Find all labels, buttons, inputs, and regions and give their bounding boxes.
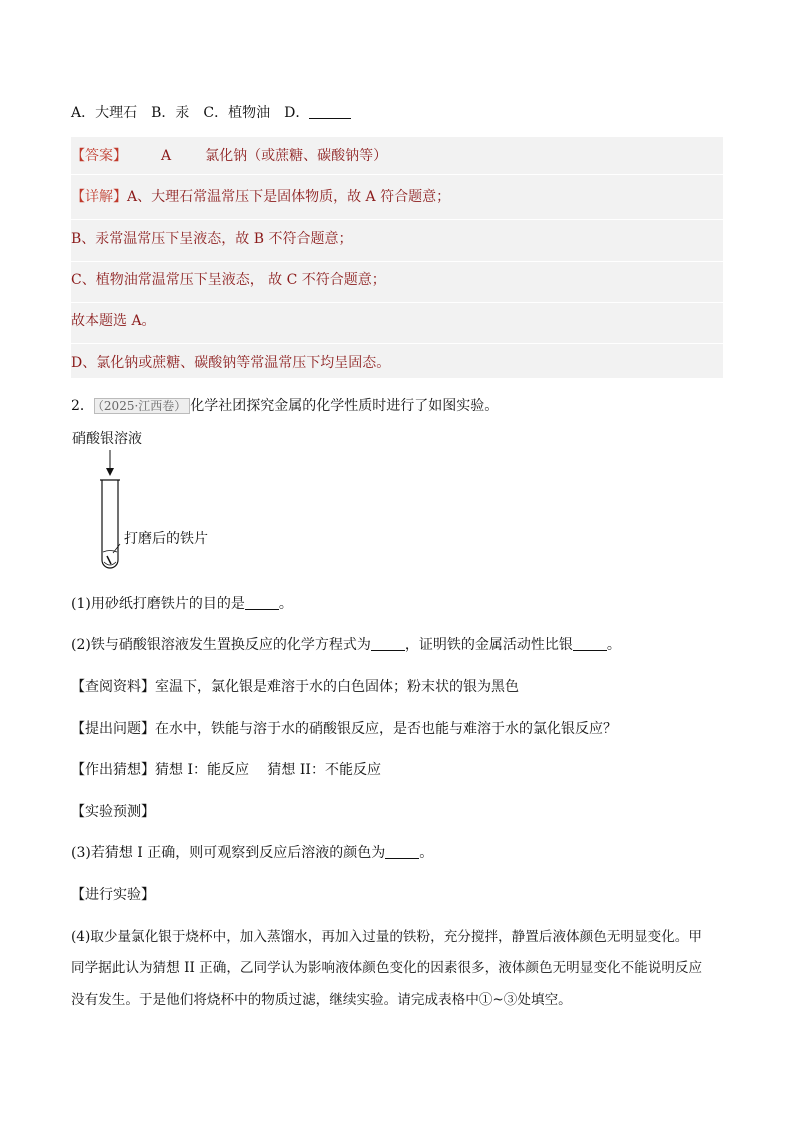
question-2-part-4-line-3: 没有发生。于是他们将烧杯中的物质过滤，继续实验。请完成表格中①~③处填空。: [71, 992, 572, 1008]
experiment-diagram: [72, 430, 280, 580]
conclusion: 故本题选 A。: [71, 313, 156, 329]
answer-line: 【答案】 A 氯化钠（或蔗糖、碳酸钠等）: [71, 148, 388, 164]
diagram-label-solution: 硝酸银溶液: [72, 431, 142, 447]
answer-blank: [309, 104, 351, 119]
test-tube-icon: [80, 430, 280, 580]
hypothesis-section: 【作出猜想】猜想 I：能反应 猜想 II：不能反应: [71, 762, 381, 778]
question-2-stem: 2． （2025·江西卷） 化学社团探究金属的化学性质时进行了如图实验。: [71, 398, 499, 414]
question-2-part-4-line-1: (4)取少量氯化银于烧杯中，加入蒸馏水，再加入过量的铁粉，充分搅拌，静置后液体颜色无明显变化。甲: [71, 929, 702, 945]
question-section: 【提出问题】在水中，铁能与溶于水的硝酸银反应，是否也能与难溶于水的氯化银反应？: [71, 721, 617, 737]
detail-b: B、汞常温常压下呈液态，故 B 不符合题意；: [71, 231, 353, 247]
question-2-part-3: (3)若猜想 I 正确，则可观察到反应后溶液的颜色为 。: [71, 845, 434, 861]
detail-a: 【详解】A、大理石常温常压下是固体物质，故 A 符合题意；: [71, 189, 451, 205]
detail-d: D、氯化钠或蔗糖、碳酸钠等常温常压下均呈固态。: [71, 355, 391, 371]
diagram-label-iron: 打磨后的铁片: [124, 531, 208, 547]
question-2-part-4-line-2: 同学据此认为猜想 II 正确，乙同学认为影响液体颜色变化的因素很多，液体颜色无明显变化不能说明反应: [71, 960, 703, 976]
answer-blank: [385, 844, 419, 859]
prediction-heading: 【实验预测】: [71, 804, 155, 820]
experiment-heading: 【进行实验】: [71, 887, 155, 903]
answer-blank: [573, 636, 607, 651]
source-label: （2025·江西卷）: [94, 398, 190, 414]
answer-blank: [245, 595, 279, 610]
detail-c: C、植物油常温常压下呈液态， 故 C 不符合题意；: [71, 272, 386, 288]
question-1-options: A．大理石 B．汞 C．植物油 D．: [71, 103, 351, 123]
answer-panel: [71, 137, 723, 378]
answer-blank: [371, 636, 405, 651]
info-section: 【查阅资料】室温下，氯化银是难溶于水的白色固体；粉末状的银为黑色: [71, 679, 519, 695]
question-2-part-2: (2)铁与硝酸银溶液发生置换反应的化学方程式为 ，证明铁的金属活动性比银 。: [71, 637, 621, 653]
question-2-part-1: (1)用砂纸打磨铁片的目的是 。: [71, 596, 293, 612]
